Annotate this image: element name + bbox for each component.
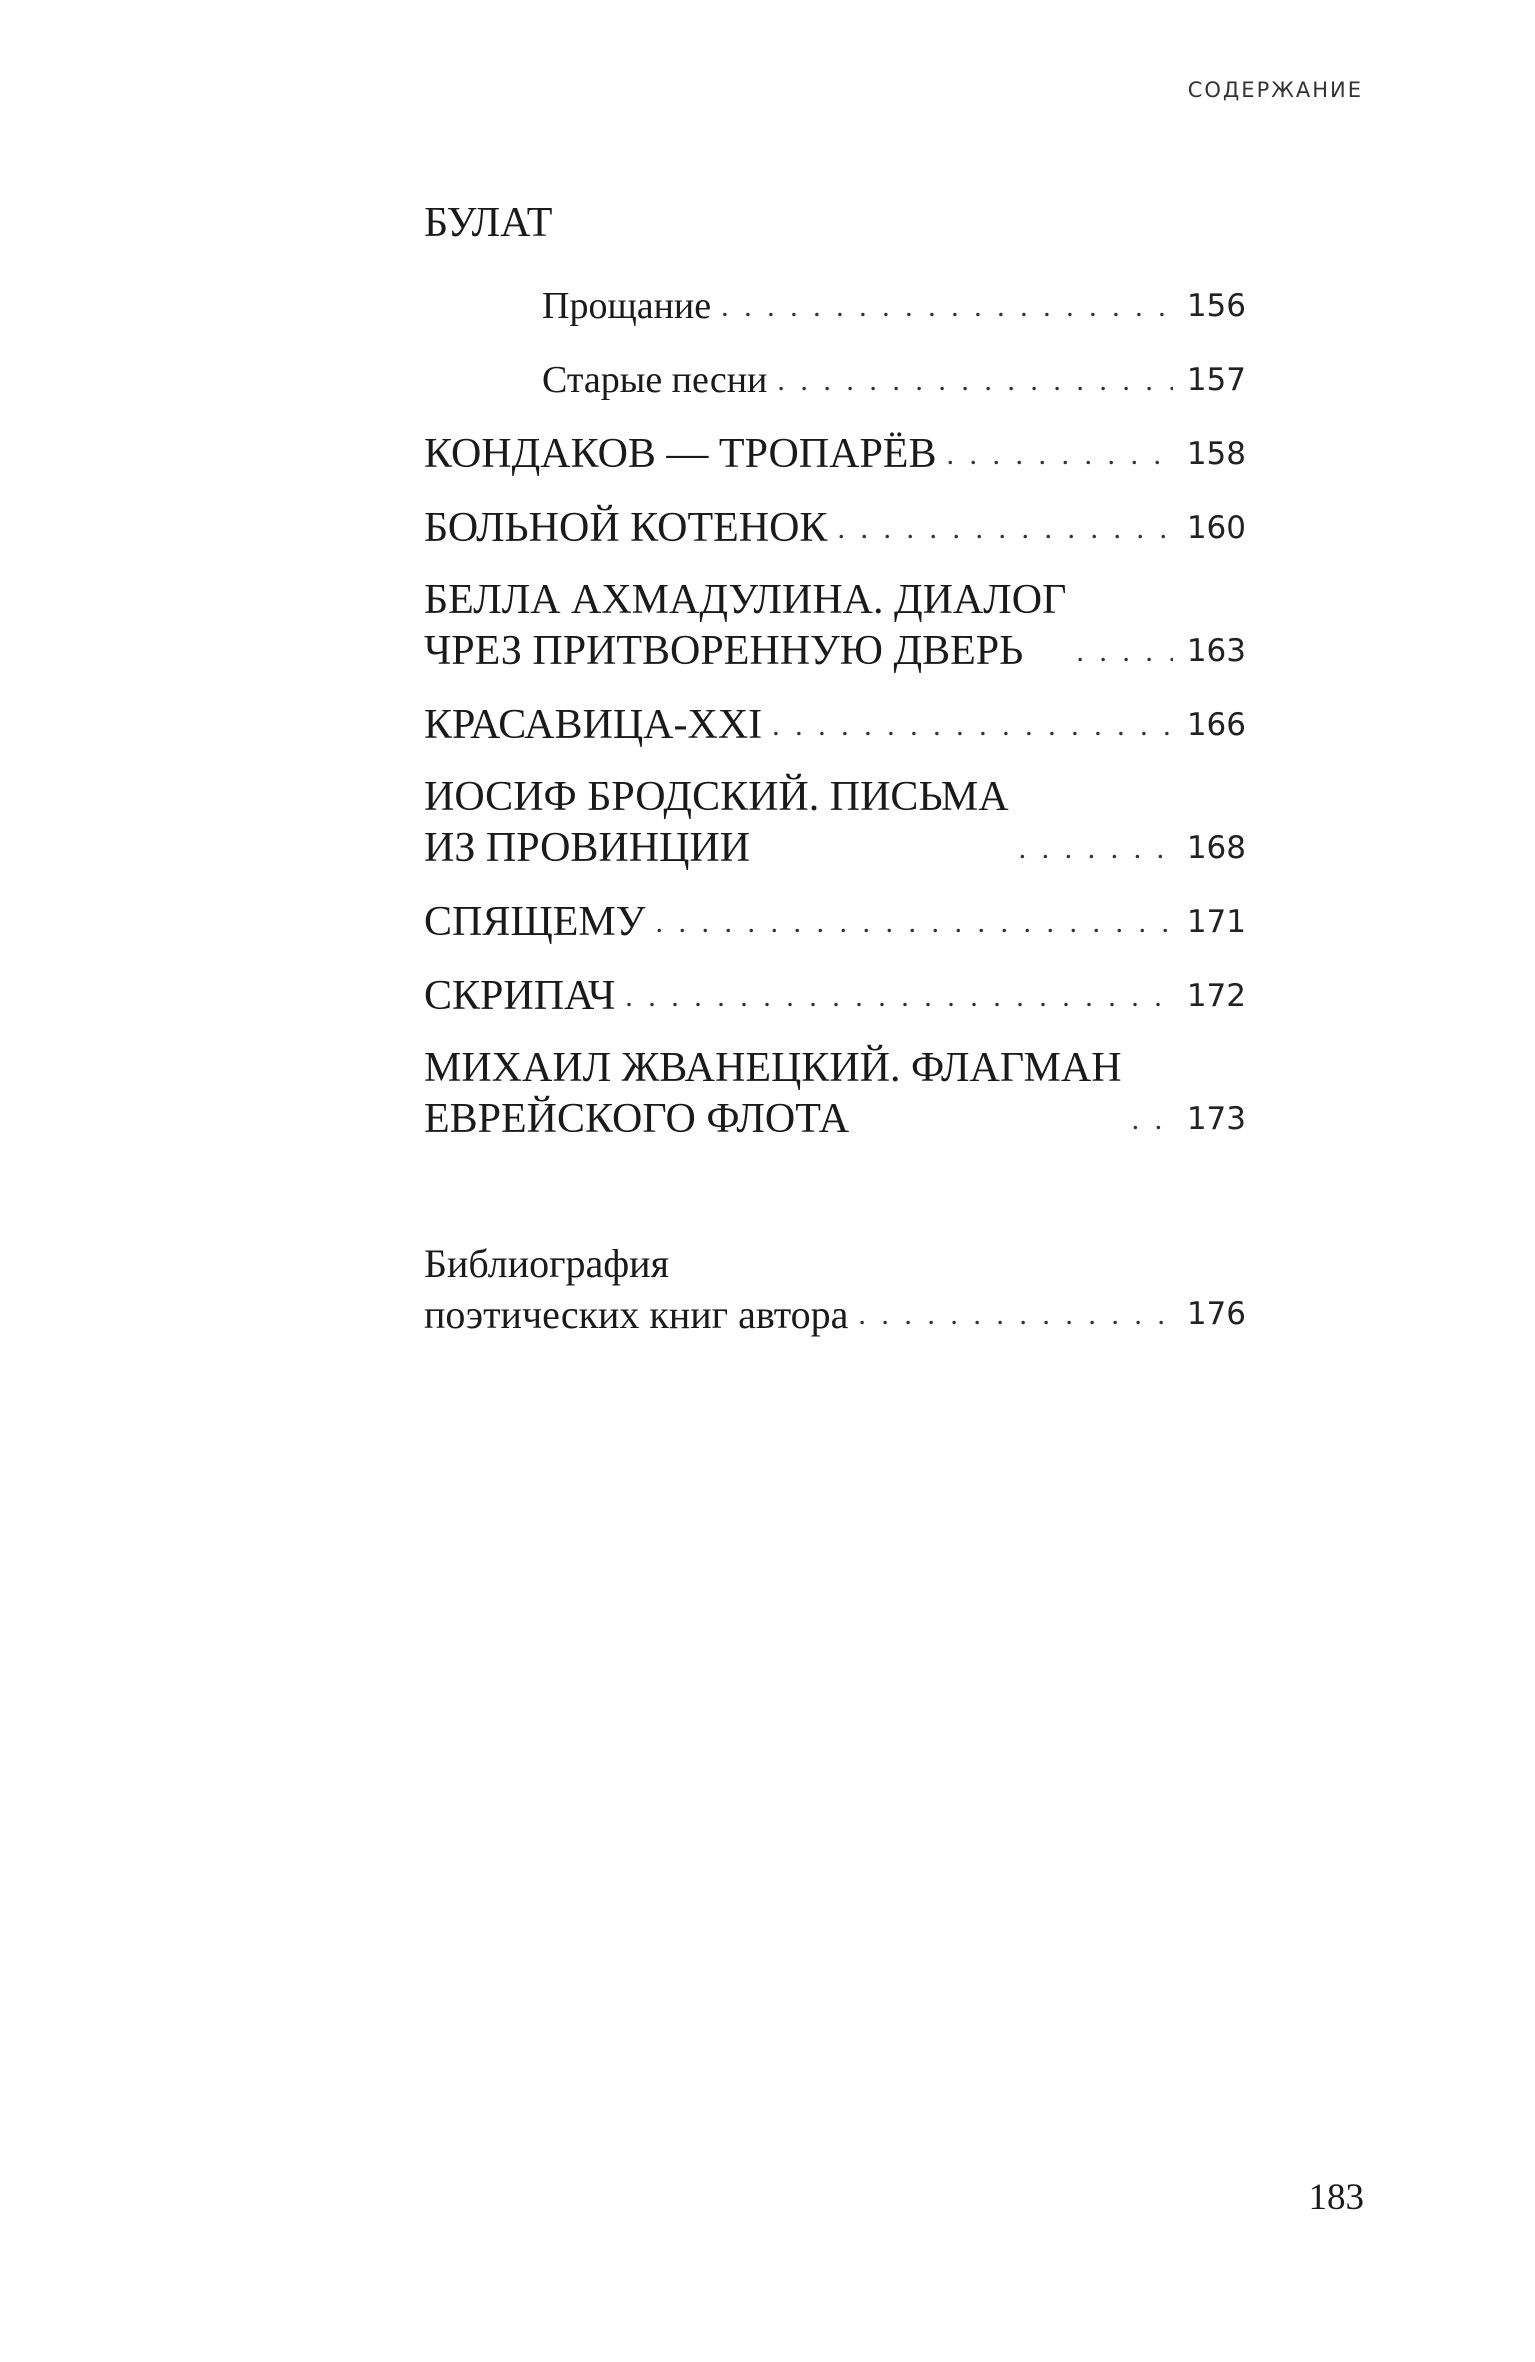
toc-entry-title: БЕЛЛА АХМАДУЛИНА. ДИАЛОГ ЧРЕЗ ПРИТВОРЕННУЮ ДВЕРЬ (424, 577, 1067, 674)
toc-entry[interactable] (424, 406, 1246, 480)
page-number: 183 (1308, 2177, 1364, 2218)
toc-entry-page: 168 (1186, 830, 1246, 866)
dot-leader (837, 503, 1172, 554)
toc-entry[interactable] (424, 751, 1246, 874)
toc-entry-bibliography[interactable] (424, 1217, 1246, 1340)
toc-entry[interactable] (424, 258, 1246, 332)
dot-leader (1076, 626, 1172, 677)
toc-entry-page: 166 (1186, 707, 1246, 743)
toc-entry-title: Прощание (542, 285, 712, 327)
toc-entry-title: ИОСИФ БРОДСКИЙ. ПИСЬМА ИЗ ПРОВИНЦИИ (424, 774, 1009, 871)
toc-entry-page: 158 (1186, 436, 1246, 472)
toc-entry[interactable] (424, 554, 1246, 677)
toc-entry[interactable] (424, 1022, 1246, 1145)
toc-entry-page: 156 (1186, 288, 1246, 324)
section-heading: БУЛАТ (424, 200, 553, 246)
toc-entry[interactable] (424, 948, 1246, 1022)
toc-entry-title: Старые песни (542, 359, 768, 401)
toc-entry[interactable] (424, 480, 1246, 554)
toc-entry[interactable] (424, 677, 1246, 751)
dot-leader (777, 355, 1172, 406)
table-of-contents (424, 190, 1246, 1340)
toc-entry-title: СКРИПАЧ (424, 973, 616, 1019)
toc-entry-title: МИХАИЛ ЖВАНЕЦКИЙ. ФЛАГМАН ЕВРЕЙСКОГО ФЛОТА (424, 1045, 1122, 1142)
toc-entry-title: КРАСАВИЦА-XXI (424, 702, 763, 748)
dot-leader (858, 1289, 1172, 1340)
dot-leader (1019, 823, 1173, 874)
dot-leader (1132, 1094, 1173, 1145)
dot-leader (655, 897, 1172, 948)
dot-leader (625, 971, 1173, 1022)
toc-entry[interactable] (424, 874, 1246, 948)
dot-leader (946, 429, 1172, 480)
toc-entry-page: 163 (1186, 633, 1246, 669)
toc-entry-title: БОЛЬНОЙ КОТЕНОК (424, 505, 828, 551)
toc-entry-page: 173 (1186, 1101, 1246, 1137)
dot-leader (772, 700, 1173, 751)
toc-entry-page: 157 (1186, 362, 1246, 398)
toc-entry[interactable] (424, 332, 1246, 406)
toc-entry-title: КОНДАКОВ — ТРОПАРЁВ (424, 431, 937, 477)
toc-entry-title: СПЯЩЕМУ (424, 899, 646, 945)
toc-entry-page: 171 (1186, 904, 1246, 940)
toc-entry-title: Библиография поэтических книг автора (424, 1241, 849, 1337)
toc-entry-page: 172 (1186, 978, 1246, 1014)
toc-entry-page: 176 (1186, 1296, 1246, 1332)
toc-entry-page: 160 (1186, 510, 1246, 546)
dot-leader (721, 281, 1173, 332)
running-head: СОДЕРЖАНИЕ (1187, 78, 1363, 102)
